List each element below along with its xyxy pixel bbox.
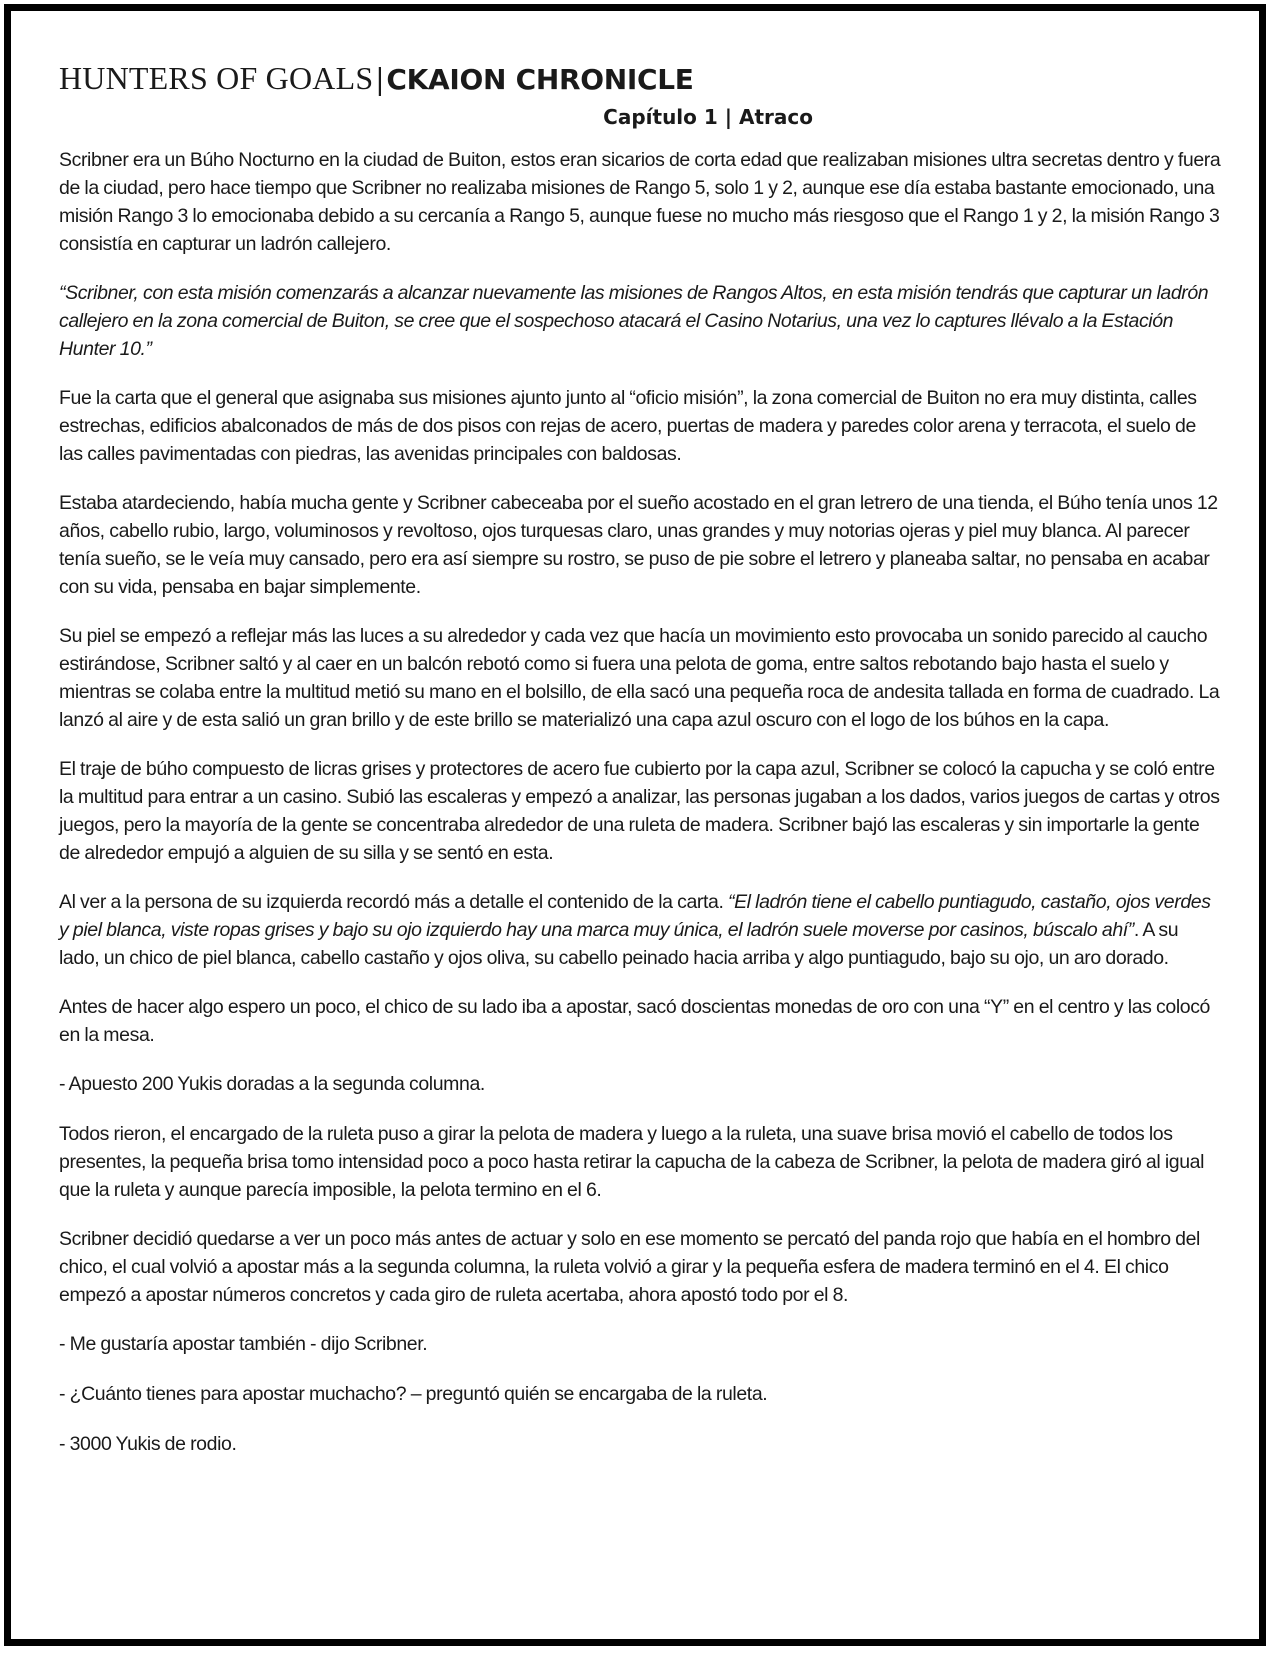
dialogue-line: - Me gustaría apostar también - dijo Scribner. — [59, 1333, 428, 1355]
paragraph-text: Al ver a la persona de su izquierda recordó más a detalle el contenido de la carta. — [59, 891, 728, 913]
story-body — [59, 146, 1221, 1458]
letter-quote: “Scribner, con esta misión comenzarás a alcanzar nuevamente las misiones de Rangos Altos, en esta misión tendrás que capturar un ladrón callejero en la zona comercial de Buiton, se cree que el sospechoso atacará el Casino Notarius, una vez lo captures llévalo a la Estación Hunter 10.” — [59, 282, 1209, 360]
paragraph: Fue la carta que el general que asignaba sus misiones ajunto junto al “oficio misión”, la zona comercial de Buiton no era muy distinta, calles estrechas, edificios abalconados de más de dos pisos con rejas de acero, puertas de madera y paredes color arena y terracota, el suelo de las calles pavimentadas con piedras, las avenidas principales con baldosas. — [59, 387, 1197, 465]
paragraph — [59, 888, 1221, 972]
paragraph: El traje de búho compuesto de licras grises y protectores de acero fue cubierto por la capa azul, Scribner se colocó la capucha y se coló entre la multitud para entrar a un casino. Subió las escaleras y empezó a analizar, las personas jugaban a los dados, varios juegos de cartas y otros juegos, pero la mayoría de la gente se concentraba alrededor de una ruleta de madera. Scribner bajó las escaleras y sin importarle la gente de alrededor empujó a alguien de su silla y se sentó en esta. — [59, 758, 1220, 864]
document-page — [59, 58, 1221, 1480]
document-header — [59, 58, 1221, 100]
paragraph: Todos rieron, el encargado de la ruleta puso a girar la pelota de madera y luego a la ruleta, una suave brisa movió el cabello de todos los presentes, la pequeña brisa tomo intensidad poco a poco hasta retirar la capucha de la cabeza de Scribner, la pelota de madera giró al igual que la ruleta y aunque parecía imposible, la pelota termino en el 6. — [59, 1123, 1205, 1201]
title-separator: | — [376, 60, 384, 96]
dialogue-line: - Apuesto 200 Yukis doradas a la segunda columna. — [59, 1073, 485, 1095]
letter-quote-paragraph — [59, 279, 1221, 363]
paragraph: Antes de hacer algo espero un poco, el chico de su lado iba a apostar, sacó doscientas monedas de oro con una “Y” en el centro y las colocó en la mesa. — [59, 996, 1210, 1046]
series-title: HUNTERS OF GOALS — [59, 60, 374, 96]
paragraph: Su piel se empezó a reflejar más las luces a su alrededor y cada vez que hacía un movimiento esto provocaba un sonido parecido al caucho estirándose, Scribner saltó y al caer en un balcón rebotó como si fuera una pelota de goma, entre saltos rebotando bajo hasta el suelo y mientras se colaba entre la multitud metió su mano en el bolsillo, de ella sacó una pequeña roca de andesita tallada en forma de cuadrado. La lanzó al aire y de esta salió un gran brillo y de este brillo se materializó una capa azul oscuro con el logo de los búhos en la capa. — [59, 625, 1220, 731]
dialogue-line: - ¿Cuánto tienes para apostar muchacho? – preguntó quién se encargaba de la ruleta. — [59, 1383, 768, 1405]
paragraph: Estaba atardeciendo, había mucha gente y Scribner cabeceaba por el sueño acostado en el gran letrero de una tienda, el Búho tenía unos 12 años, cabello rubio, largo, voluminosos y revoltoso, ojos turquesas claro, unas grandes y muy notorias ojeras y piel muy blanca. Al parecer tenía sueño, se le veía muy cansado, pero era así siempre su rostro, se puso de pie sobre el letrero y planeaba saltar, no pensaba en acabar con su vida, pensaba en bajar simplemente. — [59, 492, 1218, 598]
dialogue-line: - 3000 Yukis de rodio. — [59, 1433, 237, 1455]
paragraph: Scribner era un Búho Nocturno en la ciudad de Buiton, estos eran sicarios de corta edad que realizaban misiones ultra secretas dentro y fuera de la ciudad, pero hace tiempo que Scribner no realizaba misiones de Rango 5, solo 1 y 2, aunque ese día estaba bastante emocionado, una misión Rango 3 lo emocionaba debido a su cercanía a Rango 5, aunque fuese no mucho más riesgoso que el Rango 1 y 2, la misión Rango 3 consistía en capturar un ladrón callejero. — [59, 149, 1221, 255]
chronicle-title: CKAION CHRONICLE — [386, 63, 694, 96]
chapter-heading: Capítulo 1 | Atraco — [603, 105, 813, 129]
letter-excerpt: “El ladrón tiene el cabello puntiagudo, castaño, ojos verdes y piel blanca, viste ropas grises y bajo su ojo izquierdo hay una marca muy única, el ladrón suele moverse por casinos, búscalo ahí” — [59, 891, 1211, 941]
paragraph-text: . A su lado, un chico de piel blanca, cabello castaño y ojos oliva, su cabello peinado hacia arriba y algo puntiagudo, bajo su ojo, un aro dorado. — [59, 919, 1179, 969]
paragraph: Scribner decidió quedarse a ver un poco más antes de actuar y solo en ese momento se percató del panda rojo que había en el hombro del chico, el cual volvió a apostar más a la segunda columna, la ruleta volvió a girar y la pequeña esfera de madera terminó en el 4. El chico empezó a apostar números concretos y cada giro de ruleta acertaba, ahora apostó todo por el 8. — [59, 1228, 1200, 1306]
